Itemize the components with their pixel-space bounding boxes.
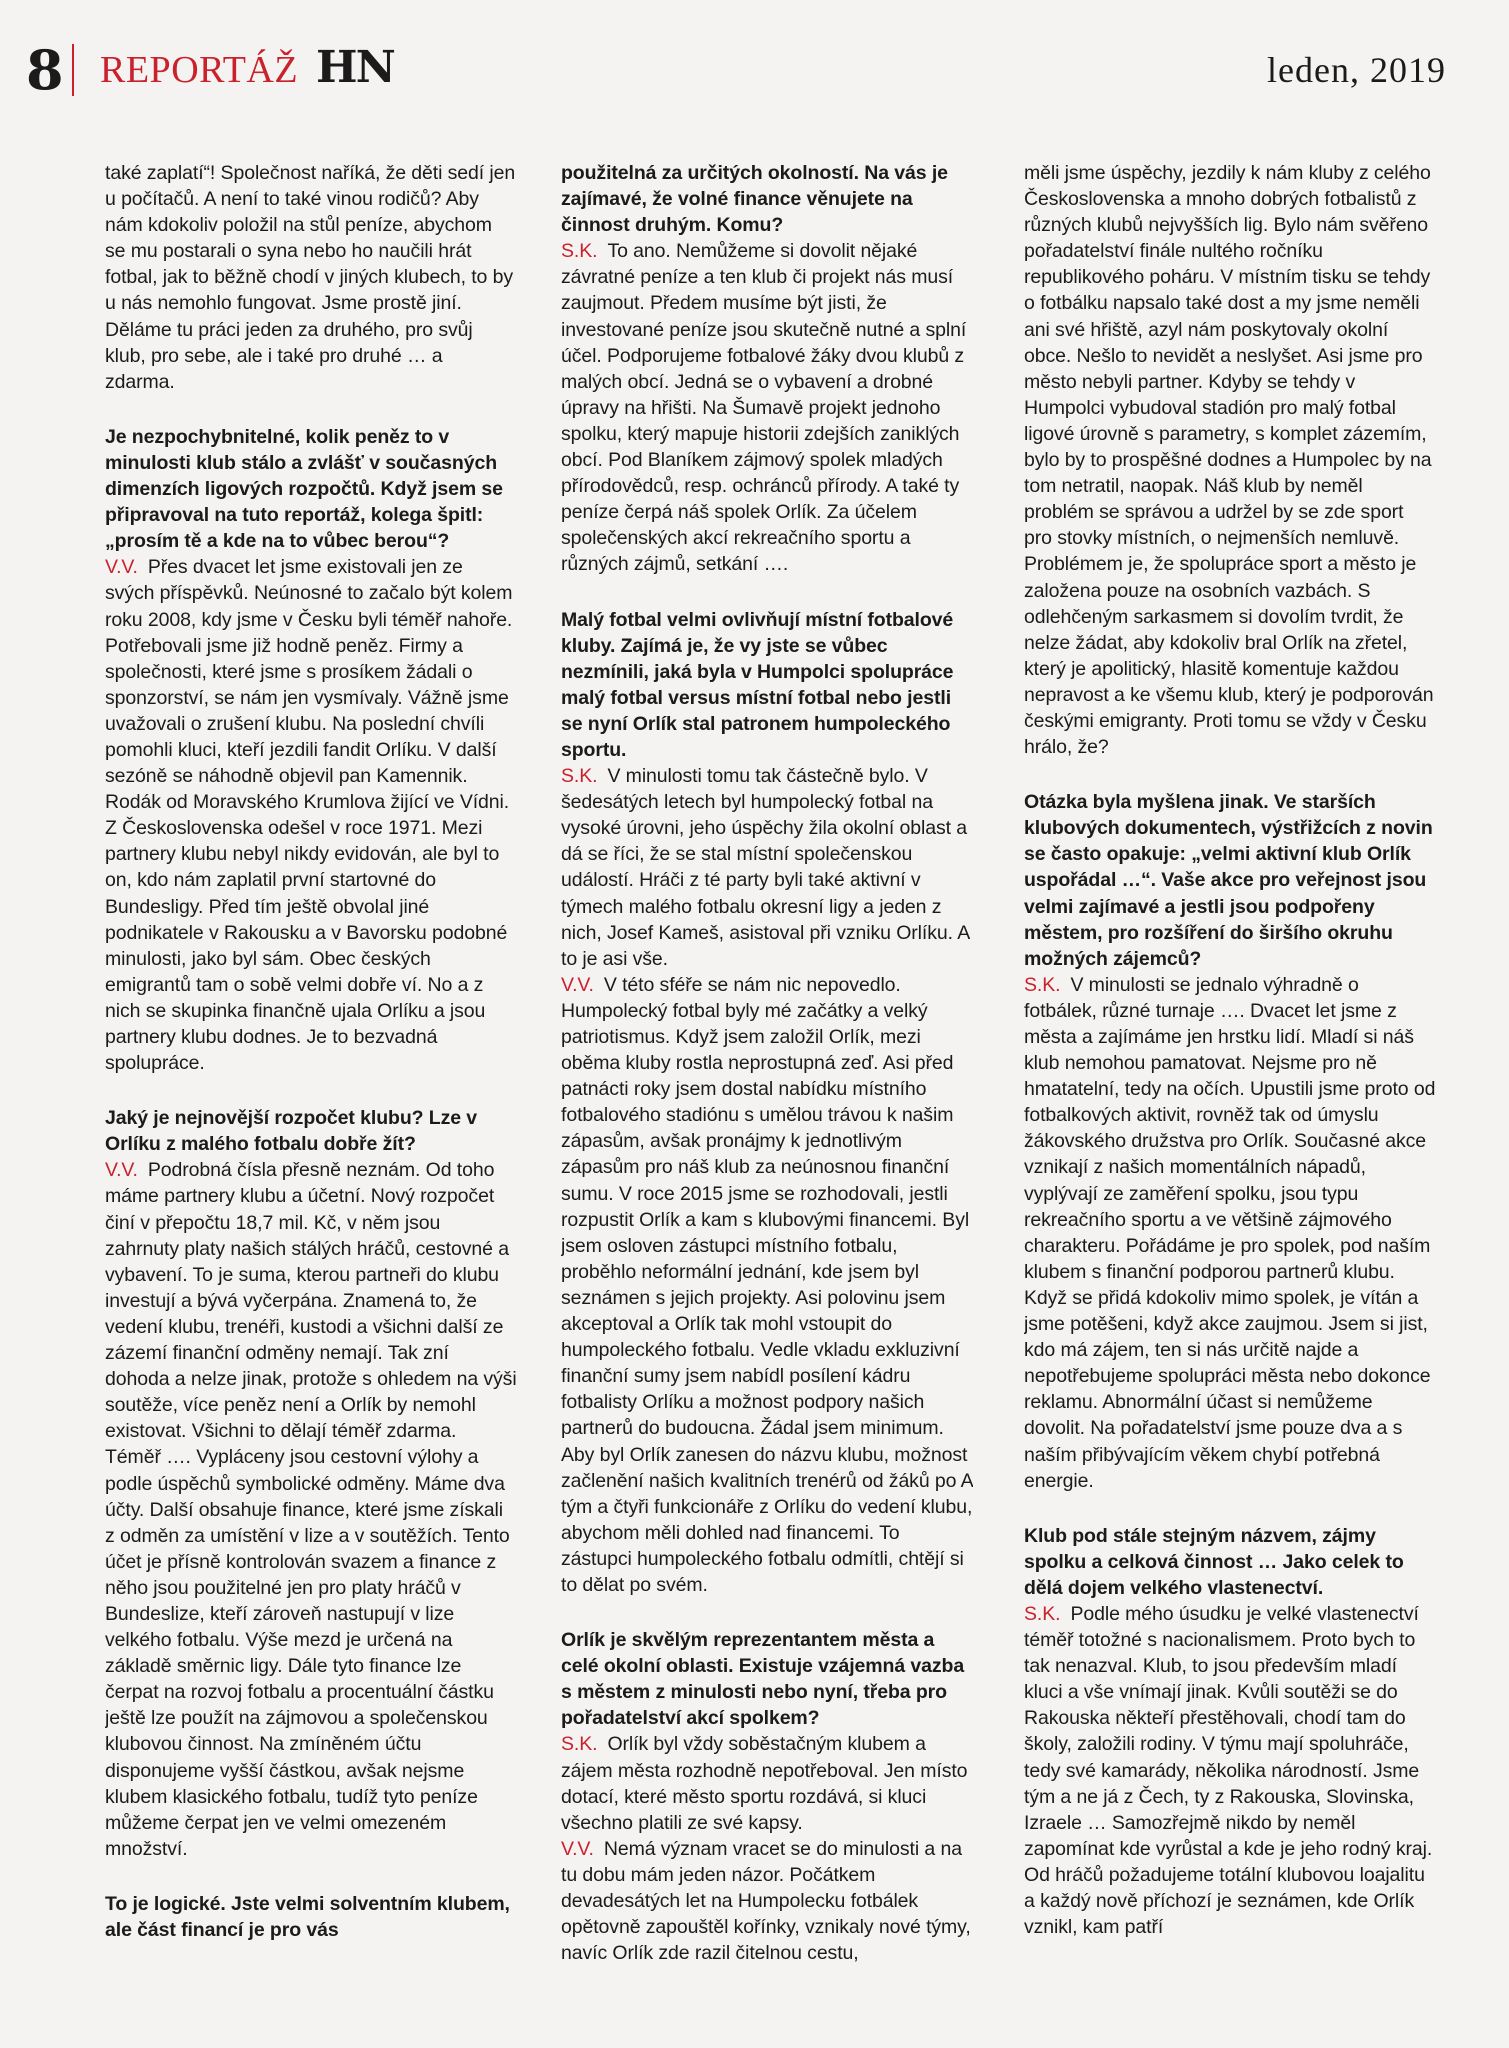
answer-text: To ano. Nemůžeme si dovolit nějaké závratné peníze a ten klub či projekt nás musí zaujmout. Předem musíme být jisti, že investované peníze jsou skutečně nutné a splní účel. Podporujeme fotbalové žáky dvou klubů z malých obcí. Jedná se o vybavení a drobné úpravy na hřišti. Na Šumavě projekt jednoho spolku, který mapuje historii zdejších zaniklých obcí. Pod Blaníkem zájmový spolek mladých přírodovědců, resp. ochránců přírody. A také ty peníze čerpá náš spolek Orlík. Za účelem společenských akcí rekreačního sportu a různých zájmů, setkání …. [561,240,967,576]
interview-answer [561,972,973,1598]
interview-answer [1024,972,1436,1494]
article-column-3 [1024,160,1436,2010]
page-header [26,38,1446,102]
header-divider [72,44,74,96]
speaker-initials: V.V. [561,973,594,996]
article-column-2 [561,160,973,2010]
publication-logo: HN [316,42,394,93]
interview-answer [105,1157,517,1862]
article-column-1 [105,160,517,2010]
answer-text: Podle mého úsudku je velké vlastenectví téměř totožné s nacionalismem. Proto bych to tak nenazval. Klub, to jsou především mladí kluci a vše vnímají jinak. Kvůli soutěži se do Rakouska někteří přestěhovali, chodí tam do školy, založili rodiny. V týmu mají spoluhráče, tedy své kamarády, několika národností. Jsme tým a ne já z Čech, ty z Rakouska, Slovinska, Izraele … Samozřejmě nikdo by neměl zapomínat kde vyrůstal a kde je jeho rodný kraj. Od hráčů požadujeme totální klubovou loajalitu a každý nově příchozí je seznámen, kde Orlík vznikl, kam patří [1024,1602,1433,1939]
issue-date: leden, 2019 [1267,50,1446,90]
interview-answer [561,238,973,577]
section-title: REPORTÁŽ [100,49,299,91]
answer-text: Podrobná čísla přesně neznám. Od toho máme partnery klubu a účetní. Nový rozpočet činí v přepočtu 18,7 mil. Kč, v něm jsou zahrnuty platy našich stálých hráčů, cestovné a vybavení. To je suma, kterou partneři do klubu investují a bývá vyčerpána. Znamená to, že vedení klubu, trenéři, kustodi a všichni další ze zázemí finanční odměny nemají. Tak zní dohoda a nelze jinak, protože s ohledem na výši soutěže, více peněz není a Orlík by nemohl existovat. Všichni to dělají téměř zdarma. Téměř …. Vypláceny jsou cestovní výlohy a podle úspěchů symbolické odměny. Máme dva účty. Další obsahuje finance, které jsme získali z odměn za umístění v lize a v soutěžích. Tento účet je přísně kontrolován svazem a finance z něho jsou použitelné jen pro platy hráčů v Bundeslize, kteří zároveň nastupují v lize velkého fotbalu. Výše mezd je určená na základě směrnic ligy. Dále tyto finance lze čerpat na rozvoj fotbalu a procentuální částku ještě lze použít na zájmovou a společenskou klubovou činnost. Na zmíněném účtu disponujeme vyšší částkou, avšak nejsme klubem klasického fotbalu, tudíž tyto peníze můžeme čerpat jen ve velmi omezeném množství. [105,1159,517,1860]
answer-text: V minulosti tomu tak částečně bylo. V šedesátých letech byl humpolecký fotbal na vysoké úrovni, jeho úspěchy žila okolní oblast a dá se říci, že se stal místní společenskou událostí. Hráči z té party byli také aktivní v týmech malého fotbalu okresní ligy a jeden z nich, Josef Kameš, asistoval při vzniku Orlíku. A to je asi vše. [561,765,970,970]
interview-question: použitelná za určitých okolností. Na vás je zajímavé, že volné finance věnujete na činnost druhým. Komu? [561,162,948,237]
interview-question: Orlík je skvělým reprezentantem města a celé okolní oblasti. Existuje vzájemná vazba s městem z minulosti nebo nyní, třeba pro pořadatelství akcí spolkem? [561,1629,965,1730]
speaker-initials: S.K. [561,765,598,788]
speaker-initials: V.V. [105,556,138,579]
article-paragraph: měli jsme úspěchy, jezdily k nám kluby z celého Československa a mnoho dobrých fotbalistů z různých klubů nejvyšších lig. Bylo nám svěřeno pořadatelství finále nultého ročníku republikového poháru. V místním tisku se tehdy o fotbálku napsalo také dost a my jsme neměli ani své hřiště, azyl nám poskytovaly okolní obce. Nešlo to nevidět a neslyšet. Asi jsme pro město nebyli partner. Kdyby se tehdy v Humpolci vybudoval stadión pro malý fotbal ligové úrovně s parametry, s komplet zázemím, bylo by to prospěšné dodnes a Humpolec by na tom netratil, naopak. Náš klub by neměl problém se správou a udržel by se zde sport pro stovky místních, o nejmenších nemluvě. Problémem je, že spolupráce sport a město je založena pouze na osobních vazbách. S odlehčeným sarkasmem si dovolím tvrdit, že nelze žádat, aby kdokoliv bral Orlík na zřetel, který je apolitický, hlasitě komentuje každou nepravost a ke všemu klub, který je podporován českými emigranty. Proti tomu se vždy v Česku hrálo, že? [1024,162,1434,759]
interview-answer [105,554,517,1076]
interview-question: Klub pod stále stejným názvem, zájmy spolku a celková činnost … Jako celek to dělá dojem velkého vlastenectví. [1024,1524,1404,1599]
answer-text: Orlík byl vždy soběstačným klubem a zájem města rozhodně nepotřeboval. Jen místo dotací, které město sportu rozdává, si kluci všechno platili ze své kapsy. [561,1733,968,1834]
speaker-initials: S.K. [561,240,598,263]
speaker-initials: V.V. [105,1159,138,1182]
interview-answer [561,1836,973,1966]
page-number: 8 [26,38,64,102]
answer-text: Přes dvacet let jsme existovali jen ze svých příspěvků. Neúnosné to začalo být kolem roku 2008, kdy jsme v Česku byli téměř nahoře. Potřebovali jsme již hodně peněz. Firmy a společnosti, které jsme s prosíkem žádali o sponzorství, se nám jen vysmívaly. Vážně jsme uvažovali o zrušení klubu. Na poslední chvíli pomohli kluci, kteří jezdili fandit Orlíku. V další sezóně se náhodně objevil pan Kamennik. Rodák od Moravského Krumlova žijící ve Vídni. Z Československa odešel v roce 1971. Mezi partnery klubu nebyl nikdy evidován, ale byl to on, kdo nám zaplatil první startovné do Bundesligy. Před tím ještě obvolal jiné podnikatele v Rakousku a v Bavorsku podobné minulosti, jako byl sám. Obec českých emigrantů tam o sobě velmi dobře ví. No a z nich se skupinka finančně ujala Orlíku a jsou partnery klubu dodnes. Je to bezvadná spolupráce. [105,556,513,1075]
speaker-initials: S.K. [1024,973,1061,996]
speaker-initials: S.K. [1024,1602,1061,1625]
article-paragraph: také zaplatí“! Společnost naříká, že děti sedí jen u počítačů. A není to také vinou rodičů? Aby nám kdokoliv položil na stůl peníze, abychom se mu postarali o syna nebo ho naučili hrát fotbal, jak to běžně chodí v jiných klubech, to by u nás nemohlo fungovat. Jsme prostě jiní. Děláme tu práci jeden za druhého, pro svůj klub, pro sebe, ale i také pro druhé … a zdarma. [105,162,516,393]
speaker-initials: V.V. [561,1837,594,1860]
interview-question: Jaký je nejnovější rozpočet klubu? Lze v Orlíku z malého fotbalu dobře žít? [105,1107,478,1156]
interview-question: To je logické. Jste velmi solventním klubem, ale část financí je pro vás [105,1892,510,1941]
interview-question: Otázka byla myšlena jinak. Ve starších klubových dokumentech, výstřižcích z novin se často opakuje: „velmi aktivní klub Orlík uspořádal …“. Vaše akce pro veřejnost jsou velmi zajímavé a jestli jsou podpořeny městem, pro rozšíření do širšího okruhu možných zájemců? [1024,791,1433,970]
interview-answer [1024,1601,1436,1940]
interview-question: Malý fotbal velmi ovlivňují místní fotbalové kluby. Zajímá je, že vy jste se vůbec nezmínili, jaká byla v Humpolci spolupráce malý fotbal versus místní fotbal nebo jestli se nyní Orlík stal patronem humpoleckého sportu. [561,608,954,761]
interview-question: Je nezpochybnitelné, kolik peněz to v minulosti klub stálo a zvlášť v současných dimenzích ligových rozpočtů. Když jsem se připravoval na tuto reportáž, kolega špitl: „prosím tě a kde na to vůbec berou“? [105,425,503,553]
answer-text: V této sféře se nám nic nepovedlo. Humpolecký fotbal byly mé začátky a velký patriotismus. Když jsem založil Orlík, mezi oběma kluby rostla neprostupná zeď. Asi před patnácti roky jsem dostal nabídku místního fotbalového stadiónu s umělou trávou k našim zápasům, avšak pronájmy k jednotlivým zápasům pro náš klub za neúnosnou finanční sumu. V roce 2015 jsme se rozhodovali, jestli rozpustit Orlík a kam s klubovými financemi. Byl jsem osloven zástupci místního fotbalu, proběhlo neformální jednání, kde jsem byl seznámen s jejich projekty. Asi polovinu jsem akceptoval a Orlík tak mohl vstoupit do humpoleckého fotbalu. Vedle vkladu exkluzivní finanční sumy jsem nabídl posílení kádru fotbalisty Orlíku a možnost podpory našich partnerů do budoucna. Žádal jsem minimum. Aby byl Orlík zanesen do názvu klubu, možnost začlenění našich kvalitních trenérů od žáků po A tým a čtyři funkcionáře z Orlíku do vedení klubu, abychom měli dohled nad financemi. To zástupci humpoleckého fotbalu odmítli, chtějí si to dělat po svém. [561,973,973,1596]
answer-text: Nemá význam vracet se do minulosti a na tu dobu mám jeden názor. Počátkem devadesátých let na Humpolecku fotbálek opětovně zapouštěl kořínky, vznikaly nové týmy, navíc Orlík zde razil čitelnou cestu, [561,1837,971,1965]
interview-answer [561,763,973,972]
answer-text: V minulosti se jednalo výhradně o fotbálek, různé turnaje …. Dvacet let jsme z města a zajímáme jen hrstku lidí. Mladí si náš klub nemohou pamatovat. Nejsme pro ně hmatatelní, tedy na očích. Upustili jsme proto od fotbalkových aktivit, rovněž tak od úmyslu žákovského družstva pro Orlík. Současné akce vznikají z našich momentálních nápadů, vyplývají ze zaměření spolku, jsou typu rekreačního sportu a ve většině zájmového charakteru. Pořádáme je pro spolek, pod naším klubem s finanční podporou partnerů klubu. Když se přidá kdokoliv mimo spolek, je vítán a jsme potěšeni, když akce zaujmou. Jsem si jist, kdo má zájem, ten si nás určitě najde a nepotřebujeme spolupráci města nebo dokonce reklamu. Abnormální účast si nemůžeme dovolit. Na pořadatelství jsme pouze dva a s naším přibývajícím věkem chybí potřebná energie. [1024,973,1436,1492]
speaker-initials: S.K. [561,1733,598,1756]
interview-answer [561,1731,973,1835]
